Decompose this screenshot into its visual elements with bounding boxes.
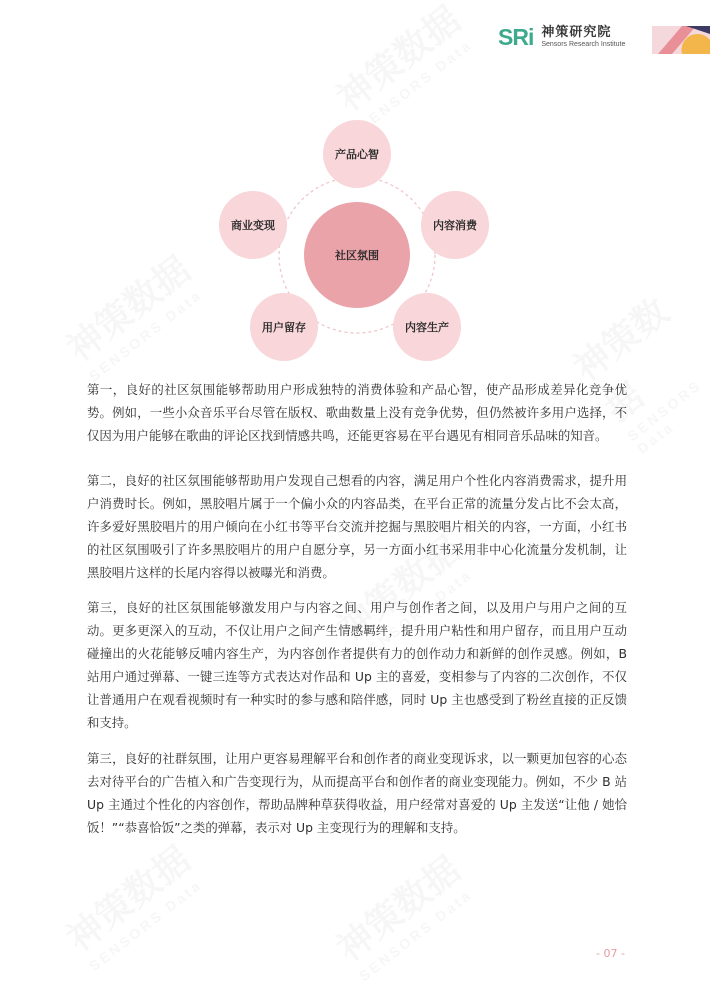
node-bottom-left: 用户留存 [250,293,318,361]
node-left: 商业变现 [219,191,287,259]
logo-english-name: Sensors Research Institute [541,41,626,48]
page-number: - 07 - [596,947,625,960]
node-bottom-right: 内容生产 [393,293,461,361]
paragraph-4: 第三，良好的社群氛围，让用户更容易理解平台和创作者的商业变现诉求，以一颗更加包容的心态去对待平台的广告植入和广告变现行为，从而提高平台和创作者的商业变现能力。例如，不少 B 站 Up 主通过个性化的内容创作，帮助品牌种草获得收益，用户经常对喜爱的 Up 主发送“让他 / 她恰饭！”“恭喜恰饭”之类的弹幕，表示对 Up 主变现行为的理解和支持。 [87,751,627,835]
logo-mark: SRi [498,23,534,50]
node-top: 产品心智 [323,120,391,188]
dashed-ring [0,0,710,380]
paragraph-1: 第一，良好的社区氛围能够帮助用户形成独特的消费体验和产品心智，使产品形成差异化竞争优势。例如，一些小众音乐平台尽管在版权、歌曲数量上没有竞争优势，但仍然被许多用户选择，不仅因为用户能够在歌曲的评论区找到情感共鸣，还能更容易在平台遇见有相同音乐品味的知音。 [87,382,627,443]
paragraph-3: 第三，良好的社区氛围能够激发用户与内容之间、用户与创作者之间，以及用户与用户之间的互动。更多更深入的互动，不仅让用户之间产生情感羁绊，提升用户粘性和用户留存，而且用户互动碰撞出的火花能够反哺内容生产，为内容创作者提供有力的创作动力和新鲜的创作灵感。例如，B 站用户通过弹幕、一键三连等方式表达对作品和 Up 主的喜爱，变相参与了内容的二次创作，不仅让普通用户在观看视频时有一种实时的参与感和陪伴感，同时 Up 主也感受到了粉丝直接的正反馈和支持。 [87,600,627,730]
watermark-text [55,833,210,974]
watermark-text [325,843,480,984]
center-node: 社区氛围 [304,202,410,308]
node-right: 内容消费 [421,191,489,259]
logo-chinese-name: 神策研究院 [541,25,612,40]
paragraph-2: 第二，良好的社区氛围能够帮助用户发现自己想看的内容，满足用户个性化内容消费需求，提升用户消费时长。例如，黑胶唱片属于一个偏小众的内容品类，在平台正常的流量分发占比不会太高，许多爱好黑胶唱片的用户倾向在小红书等平台交流并挖掘与黑胶唱片相关的内容，一方面，小红书的社区氛围吸引了许多黑胶唱片的用户自愿分享，另一方面小红书采用非中心化流量分发机制，让黑胶唱片这样的长尾内容得以被曝光和消费。 [87,473,627,580]
community-atmosphere-diagram [0,0,710,380]
